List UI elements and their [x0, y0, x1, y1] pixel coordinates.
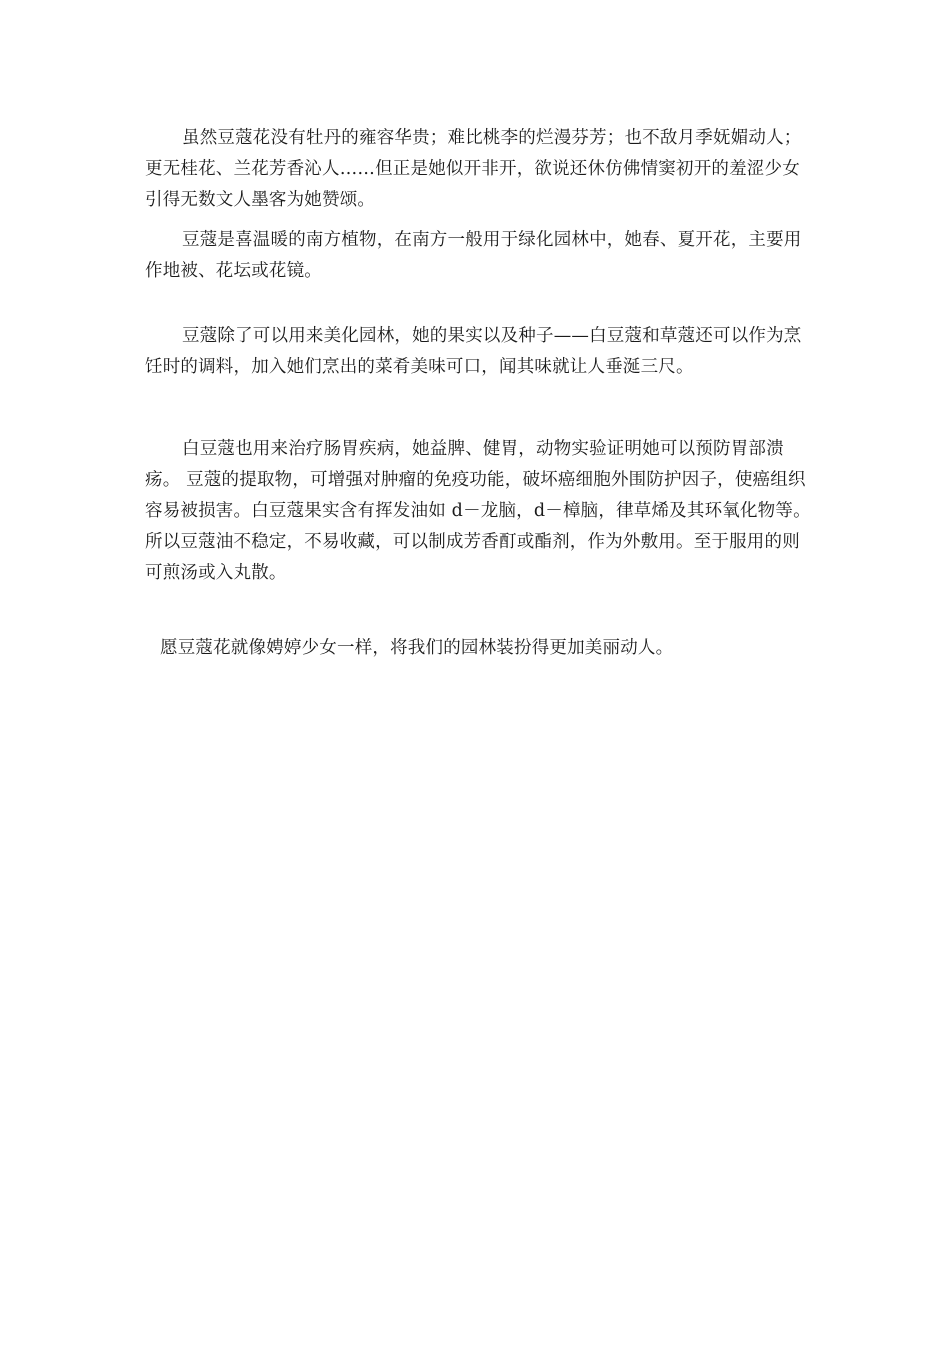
paragraph-closing: 愿豆蔻花就像娉婷少女一样，将我们的园林装扮得更加美丽动人。 [160, 638, 674, 658]
paragraph-habitat: 豆蔻是喜温暖的南方植物，在南方一般用于绿化园林中，她春、夏开花，主要用作地被、花坛或花镜。 [145, 230, 802, 281]
paragraph-culinary: 豆蔻除了可以用来美化园林，她的果实以及种子——白豆蔻和草蔻还可以作为烹饪时的调料，加入她们烹出的菜肴美味可口，闻其味就让人垂涎三尺。 [145, 326, 802, 377]
paragraph-intro: 虽然豆蔻花没有牡丹的雍容华贵；难比桃李的烂漫芬芳；也不敌月季妩媚动人；更无桂花、兰花芳香沁人……但正是她似开非开，欲说还休仿佛情窦初开的羞涩少女引得无数文人墨客为她赞颂。 [145, 128, 802, 210]
paragraph-medicinal: 白豆蔻也用来治疗肠胃疾病，她益脾、健胃，动物实验证明她可以预防胃部溃疡。 豆蔻的提取物，可增强对肿瘤的免疫功能，破坏癌细胞外围防护因子，使癌组织容易被损害。白豆蔻果实含有挥发油如 d－龙脑，d－樟脑，律草烯及其环氧化物等。所以豆蔻油不稳定，不易收藏，可以制成芳香酊或酯剂，作为外敷用。至于服用的则可煎汤或入丸散。 [145, 439, 811, 583]
